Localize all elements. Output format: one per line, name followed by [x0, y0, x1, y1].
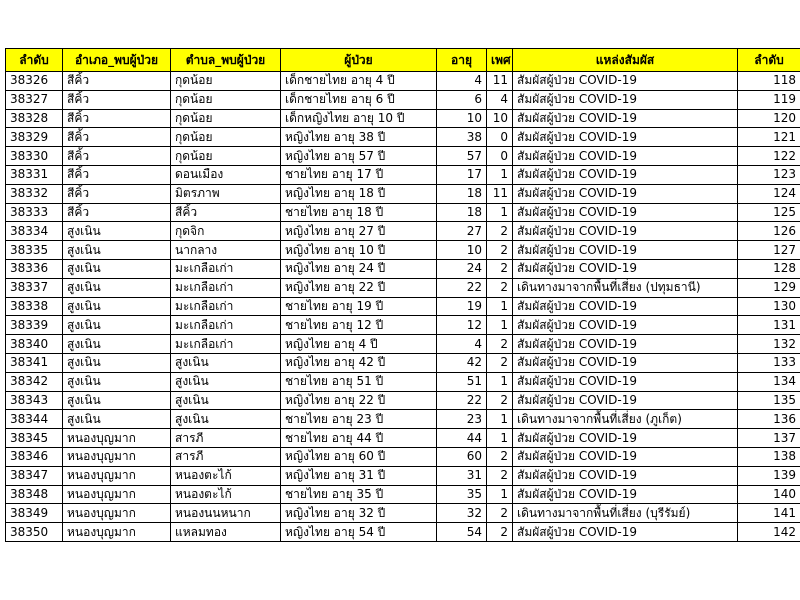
cell-seq[interactable]: 131: [738, 316, 800, 335]
cell-order[interactable]: 38341: [6, 353, 63, 372]
table-row: [6, 259, 800, 278]
cell-subdistrict[interactable]: สูงเนิน: [171, 372, 281, 391]
cell-contact-source[interactable]: สัมผัสผู้ป่วย COVID-19: [513, 297, 738, 316]
cell-sex[interactable]: 1: [487, 410, 513, 429]
cell-subdistrict[interactable]: กุดจิก: [171, 222, 281, 241]
header-subdistrict[interactable]: ตำบล_พบผู้ป่วย: [171, 49, 281, 72]
cell-contact-source[interactable]: สัมผัสผู้ป่วย COVID-19: [513, 147, 738, 166]
cell-sex[interactable]: 10: [487, 109, 513, 128]
cell-district[interactable]: สูงเนิน: [63, 278, 171, 297]
cell-district[interactable]: สูงเนิน: [63, 353, 171, 372]
cell-sex[interactable]: 2: [487, 523, 513, 542]
cell-seq[interactable]: 135: [738, 391, 800, 410]
cell-sex[interactable]: 1: [487, 372, 513, 391]
cell-age[interactable]: 22: [437, 278, 487, 297]
cell-contact-source[interactable]: สัมผัสผู้ป่วย COVID-19: [513, 72, 738, 91]
cell-seq[interactable]: 139: [738, 466, 800, 485]
cell-sex[interactable]: 2: [487, 447, 513, 466]
table-row: [6, 222, 800, 241]
cell-age[interactable]: 44: [437, 429, 487, 448]
cell-age[interactable]: 6: [437, 90, 487, 109]
cell-district[interactable]: หนองบุญมาก: [63, 504, 171, 523]
cell-age[interactable]: 31: [437, 466, 487, 485]
cell-patient[interactable]: เด็กชายไทย อายุ 6 ปี: [281, 90, 437, 109]
cell-subdistrict[interactable]: กุดน้อย: [171, 109, 281, 128]
cell-patient[interactable]: หญิงไทย อายุ 60 ปี: [281, 447, 437, 466]
cell-contact-source[interactable]: สัมผัสผู้ป่วย COVID-19: [513, 259, 738, 278]
cell-district[interactable]: สีคิ้ว: [63, 128, 171, 147]
cell-subdistrict[interactable]: สูงเนิน: [171, 391, 281, 410]
cell-contact-source[interactable]: เดินทางมาจากพื้นที่เสี่ยง (ปทุมธานี): [513, 278, 738, 297]
cell-order[interactable]: 38334: [6, 222, 63, 241]
cell-age[interactable]: 19: [437, 297, 487, 316]
cell-contact-source[interactable]: สัมผัสผู้ป่วย COVID-19: [513, 90, 738, 109]
table-row: [6, 109, 800, 128]
header-order[interactable]: ลำดับ: [6, 49, 63, 72]
cell-district[interactable]: สีคิ้ว: [63, 147, 171, 166]
header-sex[interactable]: เพศ: [487, 49, 513, 72]
cell-order[interactable]: 38339: [6, 316, 63, 335]
cell-patient[interactable]: หญิงไทย อายุ 22 ปี: [281, 391, 437, 410]
cell-order[interactable]: 38330: [6, 147, 63, 166]
cell-patient[interactable]: ชายไทย อายุ 35 ปี: [281, 485, 437, 504]
cell-sex[interactable]: 11: [487, 184, 513, 203]
cell-age[interactable]: 24: [437, 259, 487, 278]
cell-order[interactable]: 38337: [6, 278, 63, 297]
cell-seq[interactable]: 123: [738, 165, 800, 184]
header-contact-source[interactable]: แหล่งสัมผัส: [513, 49, 738, 72]
header-seq[interactable]: ลำดับ: [738, 49, 800, 72]
cell-order[interactable]: 38346: [6, 447, 63, 466]
cell-district[interactable]: สูงเนิน: [63, 391, 171, 410]
cell-order[interactable]: 38327: [6, 90, 63, 109]
cell-contact-source[interactable]: สัมผัสผู้ป่วย COVID-19: [513, 109, 738, 128]
cell-sex[interactable]: 1: [487, 429, 513, 448]
cell-order[interactable]: 38343: [6, 391, 63, 410]
table-row: [6, 429, 800, 448]
cell-district[interactable]: หนองบุญมาก: [63, 485, 171, 504]
table-row: [6, 447, 800, 466]
table-row: [6, 523, 800, 542]
cell-subdistrict[interactable]: สีคิ้ว: [171, 203, 281, 222]
cell-order[interactable]: 38348: [6, 485, 63, 504]
cell-patient[interactable]: ชายไทย อายุ 23 ปี: [281, 410, 437, 429]
cell-district[interactable]: สีคิ้ว: [63, 109, 171, 128]
cell-age[interactable]: 60: [437, 447, 487, 466]
cell-age[interactable]: 35: [437, 485, 487, 504]
cell-subdistrict[interactable]: กุดน้อย: [171, 147, 281, 166]
cell-age[interactable]: 18: [437, 203, 487, 222]
cell-seq[interactable]: 130: [738, 297, 800, 316]
cell-contact-source[interactable]: สัมผัสผู้ป่วย COVID-19: [513, 222, 738, 241]
cell-contact-source[interactable]: สัมผัสผู้ป่วย COVID-19: [513, 203, 738, 222]
table-row: [6, 297, 800, 316]
cell-subdistrict[interactable]: มะเกลือเก่า: [171, 259, 281, 278]
table-row: [6, 203, 800, 222]
cell-patient[interactable]: ชายไทย อายุ 12 ปี: [281, 316, 437, 335]
cell-subdistrict[interactable]: กุดน้อย: [171, 72, 281, 91]
cell-seq[interactable]: 140: [738, 485, 800, 504]
cell-sex[interactable]: 1: [487, 297, 513, 316]
cell-subdistrict[interactable]: มะเกลือเก่า: [171, 335, 281, 354]
cell-contact-source[interactable]: สัมผัสผู้ป่วย COVID-19: [513, 165, 738, 184]
table-row: [6, 372, 800, 391]
cell-order[interactable]: 38326: [6, 72, 63, 91]
cell-district[interactable]: สีคิ้ว: [63, 72, 171, 91]
cell-order[interactable]: 38345: [6, 429, 63, 448]
cell-contact-source[interactable]: สัมผัสผู้ป่วย COVID-19: [513, 353, 738, 372]
cell-district[interactable]: สีคิ้ว: [63, 90, 171, 109]
cell-age[interactable]: 10: [437, 241, 487, 260]
cell-seq[interactable]: 136: [738, 410, 800, 429]
cell-subdistrict[interactable]: หนองนนหนาก: [171, 504, 281, 523]
table-row: [6, 466, 800, 485]
cell-sex[interactable]: 0: [487, 128, 513, 147]
cell-age[interactable]: 4: [437, 335, 487, 354]
cell-contact-source[interactable]: สัมผัสผู้ป่วย COVID-19: [513, 485, 738, 504]
cell-patient[interactable]: หญิงไทย อายุ 18 ปี: [281, 184, 437, 203]
cell-contact-source[interactable]: สัมผัสผู้ป่วย COVID-19: [513, 316, 738, 335]
cell-subdistrict[interactable]: สูงเนิน: [171, 410, 281, 429]
cell-patient[interactable]: ชายไทย อายุ 44 ปี: [281, 429, 437, 448]
cell-patient[interactable]: ชายไทย อายุ 51 ปี: [281, 372, 437, 391]
cell-age[interactable]: 32: [437, 504, 487, 523]
cell-patient[interactable]: หญิงไทย อายุ 22 ปี: [281, 278, 437, 297]
cell-district[interactable]: สูงเนิน: [63, 410, 171, 429]
cell-patient[interactable]: หญิงไทย อายุ 38 ปี: [281, 128, 437, 147]
cell-seq[interactable]: 141: [738, 504, 800, 523]
cell-sex[interactable]: 2: [487, 391, 513, 410]
table-row: [6, 410, 800, 429]
cell-patient[interactable]: หญิงไทย อายุ 42 ปี: [281, 353, 437, 372]
cell-contact-source[interactable]: เดินทางมาจากพื้นที่เสี่ยง (บุรีรัมย์): [513, 504, 738, 523]
cell-age[interactable]: 51: [437, 372, 487, 391]
cell-contact-source[interactable]: สัมผัสผู้ป่วย COVID-19: [513, 523, 738, 542]
cell-contact-source[interactable]: สัมผัสผู้ป่วย COVID-19: [513, 466, 738, 485]
patient-table: [5, 48, 800, 542]
cell-order[interactable]: 38336: [6, 259, 63, 278]
cell-seq[interactable]: 138: [738, 447, 800, 466]
cell-district[interactable]: สูงเนิน: [63, 372, 171, 391]
table-row: [6, 504, 800, 523]
cell-subdistrict[interactable]: กุดน้อย: [171, 90, 281, 109]
cell-sex[interactable]: 1: [487, 485, 513, 504]
cell-subdistrict[interactable]: มะเกลือเก่า: [171, 278, 281, 297]
cell-district[interactable]: สูงเนิน: [63, 222, 171, 241]
cell-age[interactable]: 54: [437, 523, 487, 542]
cell-subdistrict[interactable]: หนองตะไก้: [171, 466, 281, 485]
cell-order[interactable]: 38335: [6, 241, 63, 260]
cell-district[interactable]: สูงเนิน: [63, 297, 171, 316]
cell-seq[interactable]: 125: [738, 203, 800, 222]
cell-patient[interactable]: เด็กหญิงไทย อายุ 10 ปี: [281, 109, 437, 128]
cell-district[interactable]: หนองบุญมาก: [63, 447, 171, 466]
cell-order[interactable]: 38344: [6, 410, 63, 429]
cell-contact-source[interactable]: เดินทางมาจากพื้นที่เสี่ยง (ภูเก็ต): [513, 410, 738, 429]
cell-sex[interactable]: 2: [487, 259, 513, 278]
cell-patient[interactable]: ชายไทย อายุ 18 ปี: [281, 203, 437, 222]
cell-subdistrict[interactable]: นากลาง: [171, 241, 281, 260]
cell-patient[interactable]: หญิงไทย อายุ 54 ปี: [281, 523, 437, 542]
cell-district[interactable]: สีคิ้ว: [63, 203, 171, 222]
cell-contact-source[interactable]: สัมผัสผู้ป่วย COVID-19: [513, 335, 738, 354]
cell-patient[interactable]: ชายไทย อายุ 17 ปี: [281, 165, 437, 184]
cell-seq[interactable]: 122: [738, 147, 800, 166]
cell-seq[interactable]: 126: [738, 222, 800, 241]
cell-age[interactable]: 17: [437, 165, 487, 184]
cell-subdistrict[interactable]: กุดน้อย: [171, 128, 281, 147]
cell-seq[interactable]: 124: [738, 184, 800, 203]
cell-patient[interactable]: หญิงไทย อายุ 27 ปี: [281, 222, 437, 241]
cell-district[interactable]: สีคิ้ว: [63, 165, 171, 184]
cell-sex[interactable]: 2: [487, 353, 513, 372]
cell-patient[interactable]: หญิงไทย อายุ 57 ปี: [281, 147, 437, 166]
table-row: [6, 278, 800, 297]
header-age[interactable]: อายุ: [437, 49, 487, 72]
cell-age[interactable]: 38: [437, 128, 487, 147]
cell-district[interactable]: สูงเนิน: [63, 316, 171, 335]
cell-sex[interactable]: 1: [487, 316, 513, 335]
cell-age[interactable]: 27: [437, 222, 487, 241]
cell-order[interactable]: 38340: [6, 335, 63, 354]
cell-age[interactable]: 22: [437, 391, 487, 410]
cell-seq[interactable]: 120: [738, 109, 800, 128]
cell-district[interactable]: สูงเนิน: [63, 241, 171, 260]
cell-district[interactable]: สูงเนิน: [63, 335, 171, 354]
cell-seq[interactable]: 132: [738, 335, 800, 354]
cell-order[interactable]: 38328: [6, 109, 63, 128]
table-row: [6, 165, 800, 184]
cell-patient[interactable]: ชายไทย อายุ 19 ปี: [281, 297, 437, 316]
cell-age[interactable]: 4: [437, 72, 487, 91]
cell-age[interactable]: 10: [437, 109, 487, 128]
cell-contact-source[interactable]: สัมผัสผู้ป่วย COVID-19: [513, 184, 738, 203]
table-row: [6, 147, 800, 166]
cell-sex[interactable]: 1: [487, 165, 513, 184]
cell-subdistrict[interactable]: หนองตะไก้: [171, 485, 281, 504]
cell-order[interactable]: 38349: [6, 504, 63, 523]
cell-order[interactable]: 38333: [6, 203, 63, 222]
cell-contact-source[interactable]: สัมผัสผู้ป่วย COVID-19: [513, 372, 738, 391]
cell-seq[interactable]: 128: [738, 259, 800, 278]
cell-sex[interactable]: 2: [487, 504, 513, 523]
cell-sex[interactable]: 2: [487, 241, 513, 260]
cell-seq[interactable]: 127: [738, 241, 800, 260]
cell-seq[interactable]: 119: [738, 90, 800, 109]
cell-order[interactable]: 38342: [6, 372, 63, 391]
cell-contact-source[interactable]: สัมผัสผู้ป่วย COVID-19: [513, 241, 738, 260]
cell-subdistrict[interactable]: สารภี: [171, 447, 281, 466]
cell-patient[interactable]: หญิงไทย อายุ 10 ปี: [281, 241, 437, 260]
cell-seq[interactable]: 137: [738, 429, 800, 448]
header-row: [6, 49, 800, 72]
cell-sex[interactable]: 2: [487, 278, 513, 297]
cell-sex[interactable]: 2: [487, 335, 513, 354]
table-row: [6, 241, 800, 260]
table-row: [6, 184, 800, 203]
table-row: [6, 353, 800, 372]
cell-order[interactable]: 38350: [6, 523, 63, 542]
cell-sex[interactable]: 11: [487, 72, 513, 91]
cell-district[interactable]: หนองบุญมาก: [63, 429, 171, 448]
cell-sex[interactable]: 1: [487, 203, 513, 222]
cell-seq[interactable]: 142: [738, 523, 800, 542]
table-row: [6, 391, 800, 410]
cell-order[interactable]: 38338: [6, 297, 63, 316]
cell-seq[interactable]: 133: [738, 353, 800, 372]
header-district[interactable]: อำเภอ_พบผู้ป่วย: [63, 49, 171, 72]
table-row: [6, 90, 800, 109]
cell-seq[interactable]: 134: [738, 372, 800, 391]
cell-subdistrict[interactable]: มะเกลือเก่า: [171, 316, 281, 335]
cell-district[interactable]: หนองบุญมาก: [63, 523, 171, 542]
cell-district[interactable]: สีคิ้ว: [63, 184, 171, 203]
cell-order[interactable]: 38329: [6, 128, 63, 147]
cell-age[interactable]: 18: [437, 184, 487, 203]
cell-contact-source[interactable]: สัมผัสผู้ป่วย COVID-19: [513, 128, 738, 147]
cell-contact-source[interactable]: สัมผัสผู้ป่วย COVID-19: [513, 447, 738, 466]
cell-subdistrict[interactable]: สารภี: [171, 429, 281, 448]
cell-patient[interactable]: หญิงไทย อายุ 31 ปี: [281, 466, 437, 485]
cell-subdistrict[interactable]: มะเกลือเก่า: [171, 297, 281, 316]
table-row: [6, 335, 800, 354]
cell-order[interactable]: 38332: [6, 184, 63, 203]
cell-district[interactable]: สูงเนิน: [63, 259, 171, 278]
cell-sex[interactable]: 2: [487, 222, 513, 241]
cell-order[interactable]: 38347: [6, 466, 63, 485]
cell-patient[interactable]: หญิงไทย อายุ 32 ปี: [281, 504, 437, 523]
cell-patient[interactable]: หญิงไทย อายุ 4 ปี: [281, 335, 437, 354]
cell-seq[interactable]: 118: [738, 72, 800, 91]
cell-order[interactable]: 38331: [6, 165, 63, 184]
cell-patient[interactable]: เด็กชายไทย อายุ 4 ปี: [281, 72, 437, 91]
table-row: [6, 316, 800, 335]
table-row: [6, 72, 800, 91]
cell-subdistrict[interactable]: แหลมทอง: [171, 523, 281, 542]
cell-district[interactable]: หนองบุญมาก: [63, 466, 171, 485]
cell-subdistrict[interactable]: ดอนเมือง: [171, 165, 281, 184]
cell-contact-source[interactable]: สัมผัสผู้ป่วย COVID-19: [513, 391, 738, 410]
cell-subdistrict[interactable]: สูงเนิน: [171, 353, 281, 372]
table-row: [6, 485, 800, 504]
cell-seq[interactable]: 121: [738, 128, 800, 147]
cell-sex[interactable]: 2: [487, 466, 513, 485]
cell-sex[interactable]: 4: [487, 90, 513, 109]
cell-age[interactable]: 57: [437, 147, 487, 166]
cell-age[interactable]: 23: [437, 410, 487, 429]
cell-age[interactable]: 12: [437, 316, 487, 335]
cell-age[interactable]: 42: [437, 353, 487, 372]
cell-seq[interactable]: 129: [738, 278, 800, 297]
table-row: [6, 128, 800, 147]
cell-sex[interactable]: 0: [487, 147, 513, 166]
cell-subdistrict[interactable]: มิตรภาพ: [171, 184, 281, 203]
cell-patient[interactable]: หญิงไทย อายุ 24 ปี: [281, 259, 437, 278]
header-patient[interactable]: ผู้ป่วย: [281, 49, 437, 72]
cell-contact-source[interactable]: สัมผัสผู้ป่วย COVID-19: [513, 429, 738, 448]
